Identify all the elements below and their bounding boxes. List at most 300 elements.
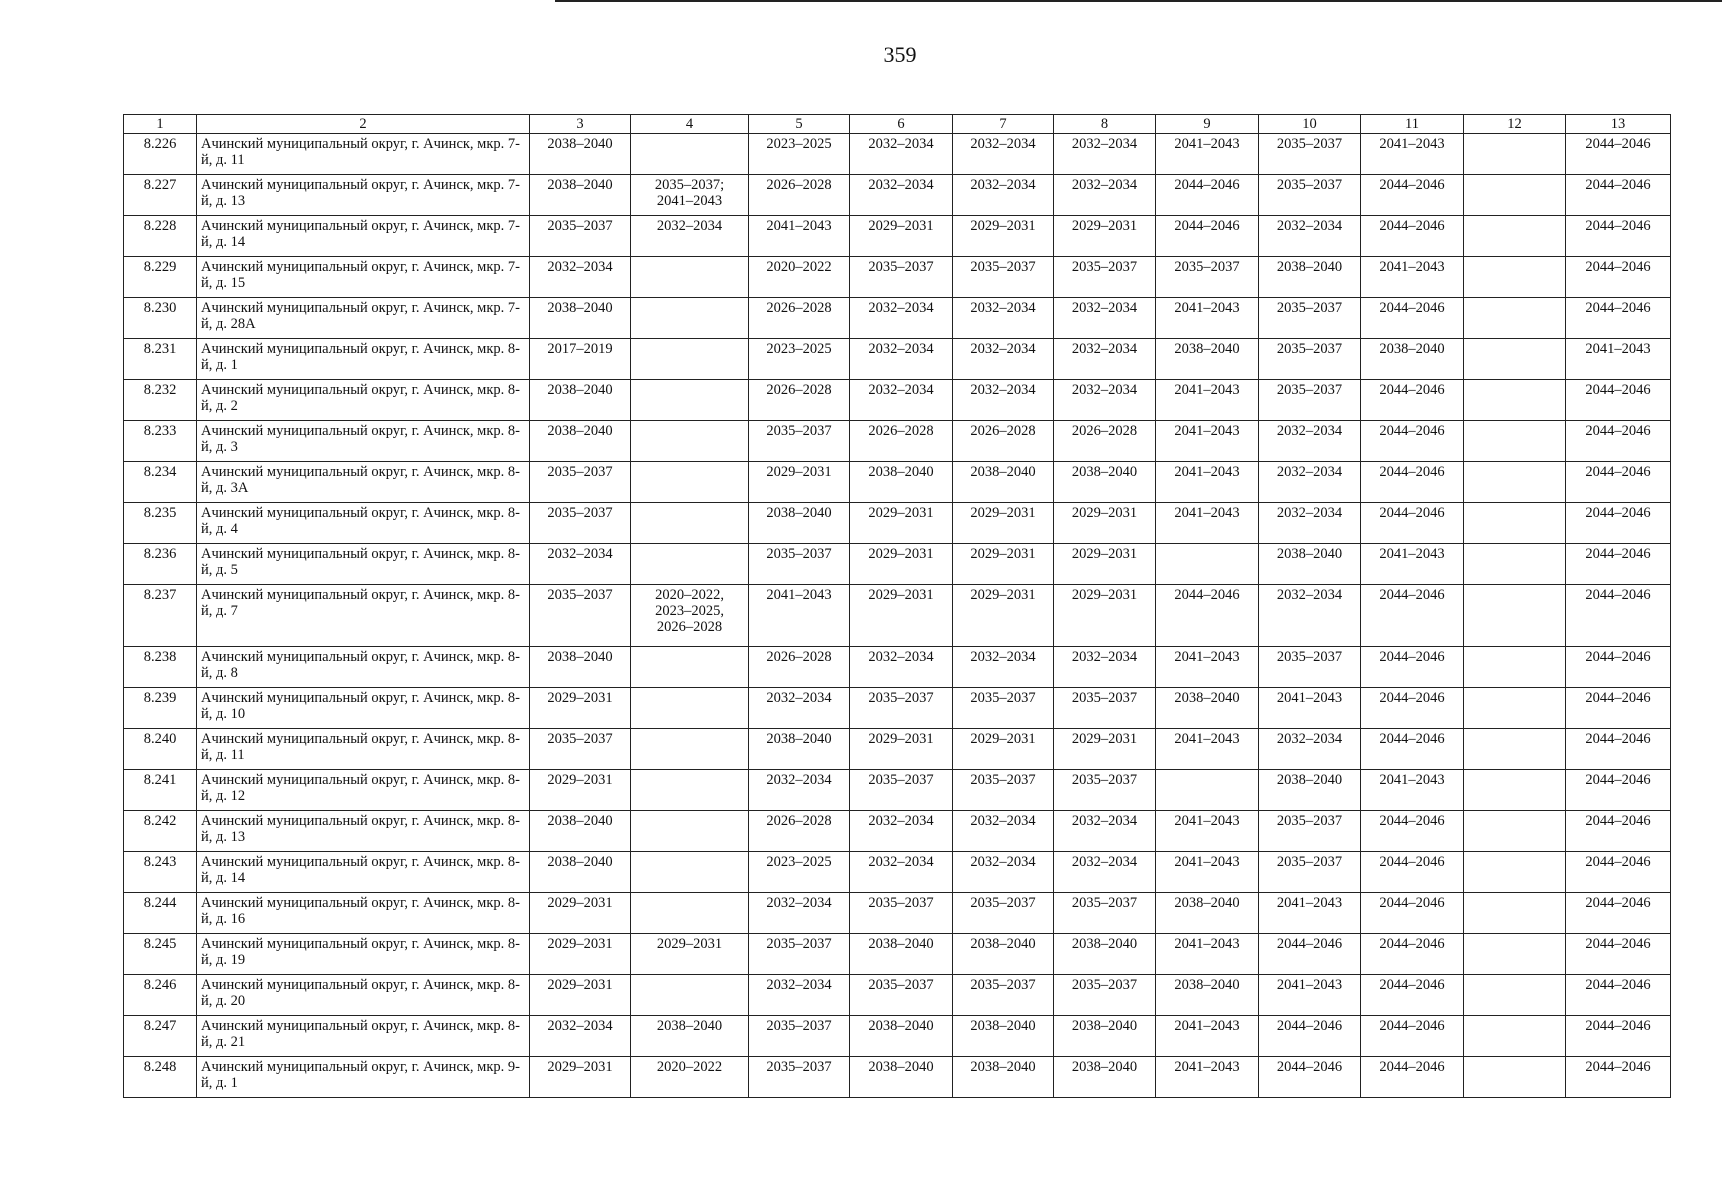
period-cell-col-3: 2035–2037 xyxy=(530,585,631,647)
period-cell-col-7: 2038–2040 xyxy=(953,934,1054,975)
period-cell-col-12 xyxy=(1464,811,1566,852)
period-cell-col-4 xyxy=(631,729,749,770)
period-cell-col-6: 2026–2028 xyxy=(850,421,953,462)
row-number-cell: 8.226 xyxy=(124,134,197,175)
address-cell: Ачинский муниципальный округ, г. Ачинск, мкр. 8-й, д. 19 xyxy=(197,934,530,975)
period-cell-col-9: 2041–2043 xyxy=(1156,934,1259,975)
period-cell-col-12 xyxy=(1464,503,1566,544)
period-cell-col-9: 2041–2043 xyxy=(1156,1057,1259,1098)
period-cell-col-8: 2032–2034 xyxy=(1054,852,1156,893)
top-rule xyxy=(555,0,1722,2)
period-cell-col-12 xyxy=(1464,421,1566,462)
table-row xyxy=(124,893,1671,934)
period-cell-col-13: 2044–2046 xyxy=(1566,298,1671,339)
period-cell-col-13: 2044–2046 xyxy=(1566,811,1671,852)
period-cell-col-10: 2032–2034 xyxy=(1259,503,1361,544)
period-cell-col-12 xyxy=(1464,729,1566,770)
table-row xyxy=(124,852,1671,893)
period-cell-col-13: 2044–2046 xyxy=(1566,975,1671,1016)
period-cell-col-6: 2035–2037 xyxy=(850,975,953,1016)
address-cell: Ачинский муниципальный округ, г. Ачинск, мкр. 7-й, д. 13 xyxy=(197,175,530,216)
table-row xyxy=(124,421,1671,462)
period-cell-col-13: 2044–2046 xyxy=(1566,380,1671,421)
period-cell-col-4 xyxy=(631,770,749,811)
period-cell-col-5: 2026–2028 xyxy=(749,647,850,688)
period-cell-col-4: 2035–2037; 2041–2043 xyxy=(631,175,749,216)
period-cell-col-8: 2035–2037 xyxy=(1054,257,1156,298)
period-cell-col-9: 2041–2043 xyxy=(1156,380,1259,421)
period-cell-col-3: 2029–2031 xyxy=(530,770,631,811)
period-cell-col-5: 2035–2037 xyxy=(749,1016,850,1057)
period-cell-col-6: 2038–2040 xyxy=(850,462,953,503)
period-cell-col-6: 2035–2037 xyxy=(850,893,953,934)
period-cell-col-10: 2044–2046 xyxy=(1259,1016,1361,1057)
period-cell-col-7: 2029–2031 xyxy=(953,585,1054,647)
period-cell-col-3: 2035–2037 xyxy=(530,729,631,770)
address-cell: Ачинский муниципальный округ, г. Ачинск, мкр. 8-й, д. 14 xyxy=(197,852,530,893)
period-cell-col-4: 2029–2031 xyxy=(631,934,749,975)
period-cell-col-6: 2038–2040 xyxy=(850,1016,953,1057)
period-cell-col-4: 2038–2040 xyxy=(631,1016,749,1057)
address-cell: Ачинский муниципальный округ, г. Ачинск, мкр. 8-й, д. 13 xyxy=(197,811,530,852)
period-cell-col-7: 2032–2034 xyxy=(953,647,1054,688)
row-number-cell: 8.227 xyxy=(124,175,197,216)
period-cell-col-11: 2044–2046 xyxy=(1361,893,1464,934)
table-row xyxy=(124,257,1671,298)
period-cell-col-7: 2032–2034 xyxy=(953,134,1054,175)
address-cell: Ачинский муниципальный округ, г. Ачинск, мкр. 8-й, д. 21 xyxy=(197,1016,530,1057)
period-cell-col-10: 2032–2034 xyxy=(1259,421,1361,462)
period-cell-col-13: 2044–2046 xyxy=(1566,852,1671,893)
period-cell-col-11: 2044–2046 xyxy=(1361,975,1464,1016)
period-cell-col-6: 2029–2031 xyxy=(850,503,953,544)
period-cell-col-8: 2038–2040 xyxy=(1054,1016,1156,1057)
period-cell-col-4 xyxy=(631,380,749,421)
period-cell-col-7: 2032–2034 xyxy=(953,380,1054,421)
period-cell-col-5: 2038–2040 xyxy=(749,729,850,770)
period-cell-col-3: 2029–2031 xyxy=(530,934,631,975)
period-cell-col-7: 2035–2037 xyxy=(953,975,1054,1016)
period-cell-col-12 xyxy=(1464,298,1566,339)
address-cell: Ачинский муниципальный округ, г. Ачинск, мкр. 8-й, д. 8 xyxy=(197,647,530,688)
row-number-cell: 8.229 xyxy=(124,257,197,298)
period-cell-col-12 xyxy=(1464,175,1566,216)
period-cell-col-8: 2032–2034 xyxy=(1054,175,1156,216)
period-cell-col-5: 2023–2025 xyxy=(749,852,850,893)
header-row xyxy=(124,115,1671,134)
table-row xyxy=(124,647,1671,688)
period-cell-col-11: 2044–2046 xyxy=(1361,585,1464,647)
period-cell-col-4 xyxy=(631,298,749,339)
period-cell-col-10: 2032–2034 xyxy=(1259,462,1361,503)
row-number-cell: 8.233 xyxy=(124,421,197,462)
period-cell-col-5: 2023–2025 xyxy=(749,134,850,175)
address-cell: Ачинский муниципальный округ, г. Ачинск, мкр. 7-й, д. 11 xyxy=(197,134,530,175)
period-cell-col-11: 2044–2046 xyxy=(1361,421,1464,462)
period-cell-col-5: 2023–2025 xyxy=(749,339,850,380)
period-cell-col-5: 2026–2028 xyxy=(749,298,850,339)
period-cell-col-7: 2029–2031 xyxy=(953,544,1054,585)
period-cell-col-7: 2035–2037 xyxy=(953,688,1054,729)
period-cell-col-5: 2020–2022 xyxy=(749,257,850,298)
address-cell: Ачинский муниципальный округ, г. Ачинск, мкр. 8-й, д. 20 xyxy=(197,975,530,1016)
period-cell-col-9: 2044–2046 xyxy=(1156,216,1259,257)
period-cell-col-6: 2035–2037 xyxy=(850,688,953,729)
period-cell-col-11: 2044–2046 xyxy=(1361,175,1464,216)
row-number-cell: 8.239 xyxy=(124,688,197,729)
period-cell-col-9: 2041–2043 xyxy=(1156,298,1259,339)
period-cell-col-11: 2044–2046 xyxy=(1361,380,1464,421)
period-cell-col-7: 2029–2031 xyxy=(953,503,1054,544)
period-cell-col-11: 2044–2046 xyxy=(1361,852,1464,893)
period-cell-col-4: 2020–2022, 2023–2025, 2026–2028 xyxy=(631,585,749,647)
period-cell-col-10: 2035–2037 xyxy=(1259,175,1361,216)
period-cell-col-13: 2044–2046 xyxy=(1566,729,1671,770)
period-cell-col-12 xyxy=(1464,934,1566,975)
period-cell-col-3: 2038–2040 xyxy=(530,811,631,852)
period-cell-col-13: 2044–2046 xyxy=(1566,1057,1671,1098)
row-number-cell: 8.232 xyxy=(124,380,197,421)
period-cell-col-11: 2044–2046 xyxy=(1361,503,1464,544)
period-cell-col-8: 2032–2034 xyxy=(1054,811,1156,852)
period-cell-col-5: 2041–2043 xyxy=(749,216,850,257)
period-cell-col-11: 2041–2043 xyxy=(1361,544,1464,585)
period-cell-col-9: 2038–2040 xyxy=(1156,688,1259,729)
period-cell-col-5: 2032–2034 xyxy=(749,975,850,1016)
period-cell-col-5: 2038–2040 xyxy=(749,503,850,544)
row-number-cell: 8.230 xyxy=(124,298,197,339)
period-cell-col-11: 2044–2046 xyxy=(1361,462,1464,503)
period-cell-col-7: 2032–2034 xyxy=(953,811,1054,852)
period-cell-col-4 xyxy=(631,421,749,462)
period-cell-col-9: 2041–2043 xyxy=(1156,729,1259,770)
table-row xyxy=(124,380,1671,421)
period-cell-col-4 xyxy=(631,852,749,893)
period-cell-col-12 xyxy=(1464,544,1566,585)
table-row xyxy=(124,688,1671,729)
period-cell-col-4 xyxy=(631,462,749,503)
period-cell-col-11: 2044–2046 xyxy=(1361,1057,1464,1098)
table-row xyxy=(124,1016,1671,1057)
period-cell-col-10: 2035–2037 xyxy=(1259,134,1361,175)
period-cell-col-4 xyxy=(631,893,749,934)
column-header-13: 13 xyxy=(1566,115,1671,134)
row-number-cell: 8.242 xyxy=(124,811,197,852)
period-cell-col-4 xyxy=(631,339,749,380)
table-row xyxy=(124,216,1671,257)
period-cell-col-13: 2041–2043 xyxy=(1566,339,1671,380)
period-cell-col-10: 2032–2034 xyxy=(1259,729,1361,770)
period-cell-col-7: 2032–2034 xyxy=(953,175,1054,216)
period-cell-col-8: 2032–2034 xyxy=(1054,134,1156,175)
period-cell-col-4 xyxy=(631,688,749,729)
table-row xyxy=(124,1057,1671,1098)
period-cell-col-7: 2029–2031 xyxy=(953,216,1054,257)
address-cell: Ачинский муниципальный округ, г. Ачинск, мкр. 8-й, д. 5 xyxy=(197,544,530,585)
period-cell-col-12 xyxy=(1464,647,1566,688)
period-cell-col-11: 2044–2046 xyxy=(1361,688,1464,729)
period-cell-col-9: 2041–2043 xyxy=(1156,1016,1259,1057)
column-header-10: 10 xyxy=(1259,115,1361,134)
period-cell-col-3: 2038–2040 xyxy=(530,298,631,339)
period-cell-col-10: 2038–2040 xyxy=(1259,257,1361,298)
period-cell-col-5: 2032–2034 xyxy=(749,893,850,934)
period-cell-col-4 xyxy=(631,503,749,544)
period-cell-col-12 xyxy=(1464,852,1566,893)
period-cell-col-10: 2041–2043 xyxy=(1259,975,1361,1016)
period-cell-col-3: 2035–2037 xyxy=(530,462,631,503)
period-cell-col-12 xyxy=(1464,257,1566,298)
column-header-4: 4 xyxy=(631,115,749,134)
period-cell-col-9: 2041–2043 xyxy=(1156,852,1259,893)
table-row xyxy=(124,934,1671,975)
period-cell-col-8: 2026–2028 xyxy=(1054,421,1156,462)
period-cell-col-11: 2041–2043 xyxy=(1361,257,1464,298)
row-number-cell: 8.235 xyxy=(124,503,197,544)
period-cell-col-8: 2029–2031 xyxy=(1054,729,1156,770)
period-cell-col-10: 2044–2046 xyxy=(1259,1057,1361,1098)
period-cell-col-11: 2044–2046 xyxy=(1361,298,1464,339)
row-number-cell: 8.247 xyxy=(124,1016,197,1057)
period-cell-col-6: 2035–2037 xyxy=(850,257,953,298)
period-cell-col-7: 2032–2034 xyxy=(953,339,1054,380)
period-cell-col-11: 2044–2046 xyxy=(1361,216,1464,257)
row-number-cell: 8.244 xyxy=(124,893,197,934)
row-number-cell: 8.228 xyxy=(124,216,197,257)
row-number-cell: 8.248 xyxy=(124,1057,197,1098)
schedule-table xyxy=(123,114,1671,1098)
address-cell: Ачинский муниципальный округ, г. Ачинск, мкр. 8-й, д. 1 xyxy=(197,339,530,380)
period-cell-col-8: 2032–2034 xyxy=(1054,339,1156,380)
period-cell-col-3: 2038–2040 xyxy=(530,134,631,175)
period-cell-col-10: 2038–2040 xyxy=(1259,544,1361,585)
address-cell: Ачинский муниципальный округ, г. Ачинск, мкр. 7-й, д. 14 xyxy=(197,216,530,257)
period-cell-col-7: 2035–2037 xyxy=(953,257,1054,298)
period-cell-col-5: 2026–2028 xyxy=(749,811,850,852)
period-cell-col-12 xyxy=(1464,134,1566,175)
table-row xyxy=(124,298,1671,339)
period-cell-col-7: 2035–2037 xyxy=(953,893,1054,934)
period-cell-col-7: 2026–2028 xyxy=(953,421,1054,462)
period-cell-col-8: 2035–2037 xyxy=(1054,893,1156,934)
table-row xyxy=(124,339,1671,380)
address-cell: Ачинский муниципальный округ, г. Ачинск, мкр. 8-й, д. 2 xyxy=(197,380,530,421)
row-number-cell: 8.246 xyxy=(124,975,197,1016)
period-cell-col-6: 2029–2031 xyxy=(850,729,953,770)
period-cell-col-3: 2029–2031 xyxy=(530,688,631,729)
period-cell-col-3: 2035–2037 xyxy=(530,503,631,544)
period-cell-col-12 xyxy=(1464,462,1566,503)
address-cell: Ачинский муниципальный округ, г. Ачинск, мкр. 9-й, д. 1 xyxy=(197,1057,530,1098)
period-cell-col-9: 2038–2040 xyxy=(1156,975,1259,1016)
period-cell-col-8: 2035–2037 xyxy=(1054,770,1156,811)
period-cell-col-5: 2026–2028 xyxy=(749,380,850,421)
column-header-9: 9 xyxy=(1156,115,1259,134)
period-cell-col-13: 2044–2046 xyxy=(1566,134,1671,175)
table-row xyxy=(124,175,1671,216)
row-number-cell: 8.234 xyxy=(124,462,197,503)
address-cell: Ачинский муниципальный округ, г. Ачинск, мкр. 8-й, д. 11 xyxy=(197,729,530,770)
period-cell-col-11: 2044–2046 xyxy=(1361,811,1464,852)
period-cell-col-5: 2035–2037 xyxy=(749,544,850,585)
period-cell-col-8: 2029–2031 xyxy=(1054,544,1156,585)
period-cell-col-6: 2032–2034 xyxy=(850,298,953,339)
period-cell-col-13: 2044–2046 xyxy=(1566,503,1671,544)
address-cell: Ачинский муниципальный округ, г. Ачинск, мкр. 8-й, д. 4 xyxy=(197,503,530,544)
period-cell-col-12 xyxy=(1464,975,1566,1016)
period-cell-col-8: 2032–2034 xyxy=(1054,647,1156,688)
period-cell-col-9 xyxy=(1156,544,1259,585)
period-cell-col-6: 2038–2040 xyxy=(850,1057,953,1098)
period-cell-col-13: 2044–2046 xyxy=(1566,257,1671,298)
period-cell-col-6: 2035–2037 xyxy=(850,770,953,811)
period-cell-col-6: 2032–2034 xyxy=(850,852,953,893)
period-cell-col-3: 2029–2031 xyxy=(530,975,631,1016)
column-header-2: 2 xyxy=(197,115,530,134)
period-cell-col-8: 2029–2031 xyxy=(1054,216,1156,257)
period-cell-col-10: 2035–2037 xyxy=(1259,339,1361,380)
period-cell-col-5: 2035–2037 xyxy=(749,1057,850,1098)
period-cell-col-6: 2038–2040 xyxy=(850,934,953,975)
period-cell-col-4: 2020–2022 xyxy=(631,1057,749,1098)
row-number-cell: 8.240 xyxy=(124,729,197,770)
period-cell-col-13: 2044–2046 xyxy=(1566,1016,1671,1057)
period-cell-col-8: 2035–2037 xyxy=(1054,688,1156,729)
period-cell-col-10: 2032–2034 xyxy=(1259,585,1361,647)
period-cell-col-7: 2038–2040 xyxy=(953,462,1054,503)
period-cell-col-3: 2038–2040 xyxy=(530,852,631,893)
period-cell-col-3: 2038–2040 xyxy=(530,647,631,688)
table-row xyxy=(124,585,1671,647)
column-header-1: 1 xyxy=(124,115,197,134)
table-row xyxy=(124,544,1671,585)
period-cell-col-8: 2038–2040 xyxy=(1054,1057,1156,1098)
period-cell-col-3: 2032–2034 xyxy=(530,257,631,298)
period-cell-col-10: 2041–2043 xyxy=(1259,893,1361,934)
row-number-cell: 8.245 xyxy=(124,934,197,975)
period-cell-col-5: 2041–2043 xyxy=(749,585,850,647)
period-cell-col-11: 2044–2046 xyxy=(1361,1016,1464,1057)
period-cell-col-12 xyxy=(1464,1016,1566,1057)
column-header-12: 12 xyxy=(1464,115,1566,134)
period-cell-col-12 xyxy=(1464,380,1566,421)
period-cell-col-4 xyxy=(631,257,749,298)
period-cell-col-7: 2032–2034 xyxy=(953,852,1054,893)
table-row xyxy=(124,134,1671,175)
period-cell-col-4 xyxy=(631,647,749,688)
period-cell-col-4: 2032–2034 xyxy=(631,216,749,257)
page-number: 359 xyxy=(883,42,917,67)
column-header-8: 8 xyxy=(1054,115,1156,134)
period-cell-col-6: 2032–2034 xyxy=(850,811,953,852)
column-header-7: 7 xyxy=(953,115,1054,134)
address-cell: Ачинский муниципальный округ, г. Ачинск, мкр. 8-й, д. 3 xyxy=(197,421,530,462)
table-body xyxy=(124,134,1671,1098)
period-cell-col-3: 2038–2040 xyxy=(530,421,631,462)
period-cell-col-7: 2038–2040 xyxy=(953,1016,1054,1057)
address-cell: Ачинский муниципальный округ, г. Ачинск, мкр. 8-й, д. 12 xyxy=(197,770,530,811)
row-number-cell: 8.231 xyxy=(124,339,197,380)
period-cell-col-9: 2041–2043 xyxy=(1156,134,1259,175)
period-cell-col-3: 2035–2037 xyxy=(530,216,631,257)
period-cell-col-13: 2044–2046 xyxy=(1566,688,1671,729)
address-cell: Ачинский муниципальный округ, г. Ачинск, мкр. 8-й, д. 16 xyxy=(197,893,530,934)
address-cell: Ачинский муниципальный округ, г. Ачинск, мкр. 8-й, д. 7 xyxy=(197,585,530,647)
period-cell-col-5: 2035–2037 xyxy=(749,934,850,975)
period-cell-col-3: 2038–2040 xyxy=(530,380,631,421)
period-cell-col-5: 2035–2037 xyxy=(749,421,850,462)
period-cell-col-7: 2032–2034 xyxy=(953,298,1054,339)
table-row xyxy=(124,811,1671,852)
period-cell-col-8: 2029–2031 xyxy=(1054,503,1156,544)
period-cell-col-9: 2041–2043 xyxy=(1156,462,1259,503)
period-cell-col-7: 2029–2031 xyxy=(953,729,1054,770)
period-cell-col-4 xyxy=(631,975,749,1016)
period-cell-col-11: 2044–2046 xyxy=(1361,647,1464,688)
period-cell-col-10: 2035–2037 xyxy=(1259,811,1361,852)
period-cell-col-10: 2035–2037 xyxy=(1259,298,1361,339)
period-cell-col-13: 2044–2046 xyxy=(1566,585,1671,647)
period-cell-col-9: 2041–2043 xyxy=(1156,421,1259,462)
period-cell-col-6: 2032–2034 xyxy=(850,339,953,380)
period-cell-col-3: 2029–2031 xyxy=(530,893,631,934)
column-header-3: 3 xyxy=(530,115,631,134)
period-cell-col-12 xyxy=(1464,688,1566,729)
period-cell-col-5: 2032–2034 xyxy=(749,688,850,729)
period-cell-col-13: 2044–2046 xyxy=(1566,770,1671,811)
period-cell-col-3: 2032–2034 xyxy=(530,544,631,585)
period-cell-col-6: 2029–2031 xyxy=(850,544,953,585)
period-cell-col-7: 2035–2037 xyxy=(953,770,1054,811)
period-cell-col-5: 2032–2034 xyxy=(749,770,850,811)
period-cell-col-10: 2035–2037 xyxy=(1259,852,1361,893)
period-cell-col-12 xyxy=(1464,216,1566,257)
period-cell-col-12 xyxy=(1464,339,1566,380)
period-cell-col-8: 2035–2037 xyxy=(1054,975,1156,1016)
period-cell-col-12 xyxy=(1464,893,1566,934)
period-cell-col-9 xyxy=(1156,770,1259,811)
period-cell-col-5: 2029–2031 xyxy=(749,462,850,503)
period-cell-col-7: 2038–2040 xyxy=(953,1057,1054,1098)
period-cell-col-13: 2044–2046 xyxy=(1566,544,1671,585)
period-cell-col-6: 2032–2034 xyxy=(850,175,953,216)
period-cell-col-10: 2032–2034 xyxy=(1259,216,1361,257)
period-cell-col-8: 2032–2034 xyxy=(1054,298,1156,339)
period-cell-col-9: 2038–2040 xyxy=(1156,339,1259,380)
address-cell: Ачинский муниципальный округ, г. Ачинск, мкр. 8-й, д. 10 xyxy=(197,688,530,729)
period-cell-col-5: 2026–2028 xyxy=(749,175,850,216)
period-cell-col-11: 2041–2043 xyxy=(1361,770,1464,811)
period-cell-col-13: 2044–2046 xyxy=(1566,647,1671,688)
period-cell-col-4 xyxy=(631,134,749,175)
period-cell-col-8: 2032–2034 xyxy=(1054,380,1156,421)
address-cell: Ачинский муниципальный округ, г. Ачинск, мкр. 7-й, д. 28А xyxy=(197,298,530,339)
table-row xyxy=(124,975,1671,1016)
period-cell-col-13: 2044–2046 xyxy=(1566,216,1671,257)
period-cell-col-4 xyxy=(631,811,749,852)
period-cell-col-9: 2041–2043 xyxy=(1156,647,1259,688)
period-cell-col-11: 2044–2046 xyxy=(1361,934,1464,975)
row-number-cell: 8.243 xyxy=(124,852,197,893)
period-cell-col-10: 2041–2043 xyxy=(1259,688,1361,729)
table-row xyxy=(124,503,1671,544)
table-row xyxy=(124,770,1671,811)
row-number-cell: 8.236 xyxy=(124,544,197,585)
period-cell-col-9: 2035–2037 xyxy=(1156,257,1259,298)
table-row xyxy=(124,729,1671,770)
period-cell-col-6: 2032–2034 xyxy=(850,380,953,421)
period-cell-col-3: 2032–2034 xyxy=(530,1016,631,1057)
